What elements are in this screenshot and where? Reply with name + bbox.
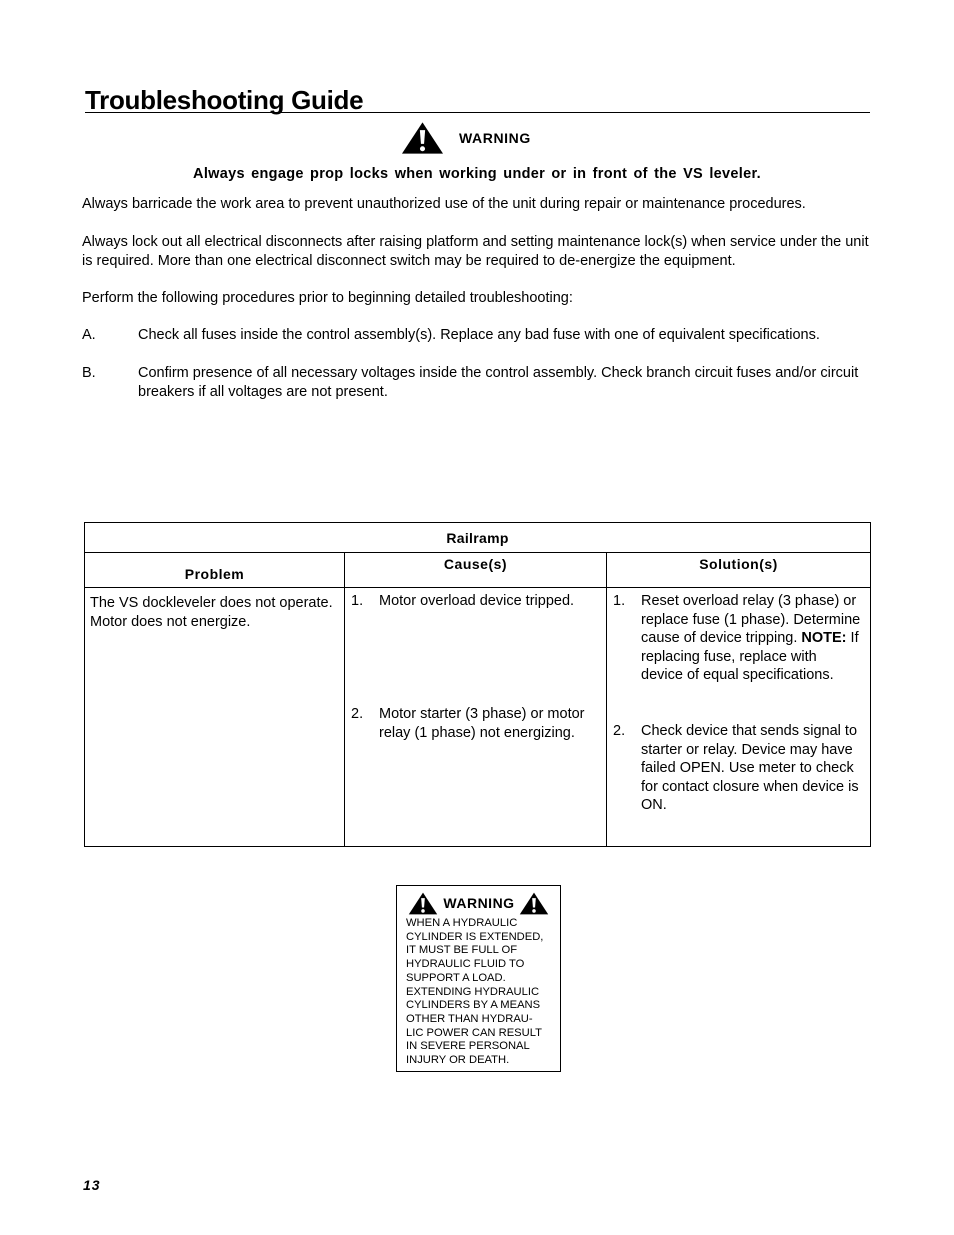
- warning-label: WARNING: [459, 130, 531, 146]
- procedure-letter-a: A.: [82, 327, 96, 343]
- solution-number: 1.: [613, 593, 626, 609]
- procedure-letter-b: B.: [82, 365, 96, 381]
- warning-triangle-icon: [408, 892, 438, 915]
- solution-number: 2.: [613, 723, 626, 739]
- warning-box-header: [397, 890, 560, 916]
- paragraph-lockout: Always lock out all electrical disconnects after raising platform and setting maintenance lock(s) when service under the unit is required. More than one electrical disconnect switch may be required to de-energize the equipment.: [82, 234, 869, 269]
- header-problem: Problem: [85, 553, 345, 588]
- problem-cell: [85, 588, 345, 847]
- solution-text: Reset overload relay (3 phase) or replace fuse (1 phase). Determine cause of device tripping. NOTE: If replacing fuse, replace with device of equal specifications.: [641, 593, 861, 683]
- warning-header: [401, 121, 531, 155]
- warning-box-label: WARNING: [443, 895, 515, 911]
- header-causes: Cause(s): [345, 553, 607, 588]
- warning-box-text: WHEN A HYDRAULIC CYLINDER IS EXTENDED, IT MUST BE FULL OF HYDRAULIC FLUID TO SUPPORT A LOAD. EXTENDING HYDRAULIC CYLINDERS BY A MEANS OTHER THAN HYDRAU- LIC POWER CAN RESULT IN SEVERE PERSONAL INJURY OR DEATH.: [406, 917, 544, 1067]
- page-number: 13: [83, 1177, 101, 1193]
- warning-triangle-icon: [401, 121, 444, 155]
- table-caption: Railramp: [85, 523, 871, 553]
- causes-cell: [345, 588, 607, 847]
- prop-lock-warning: Always engage prop locks when working under or in front of the VS leveler.: [193, 166, 761, 182]
- hydraulic-warning-box: [396, 885, 561, 1072]
- troubleshooting-table: [84, 522, 871, 847]
- procedure-text-a: Check all fuses inside the control assembly(s). Replace any bad fuse with one of equivalent specifications.: [138, 327, 820, 343]
- solution-text: Check device that sends signal to starter or relay. Device may have failed OPEN. Use meter to check for contact closure when device is ON.: [641, 723, 859, 813]
- procedure-text-b: Confirm presence of all necessary voltages inside the control assembly. Check branch circuit fuses and/or circuit breakers if all voltages are not present.: [138, 365, 859, 400]
- title-underline: [85, 112, 870, 113]
- cause-text: Motor starter (3 phase) or motor relay (1 phase) not energizing.: [379, 706, 585, 741]
- problem-text: The VS dockleveler does not operate. Motor does not energize.: [90, 595, 333, 630]
- note-label: NOTE:: [801, 630, 847, 646]
- solutions-cell: [607, 588, 871, 847]
- paragraph-procedures-intro: Perform the following procedures prior to beginning detailed troubleshooting:: [82, 290, 573, 306]
- header-solutions: Solution(s): [607, 553, 871, 588]
- warning-triangle-icon: [519, 892, 549, 915]
- paragraph-barricade: Always barricade the work area to prevent unauthorized use of the unit during repair or maintenance procedures.: [82, 196, 806, 212]
- page-title: Troubleshooting Guide: [85, 85, 364, 115]
- cause-text: Motor overload device tripped.: [379, 593, 575, 609]
- cause-number: 1.: [351, 593, 364, 609]
- cause-number: 2.: [351, 706, 364, 722]
